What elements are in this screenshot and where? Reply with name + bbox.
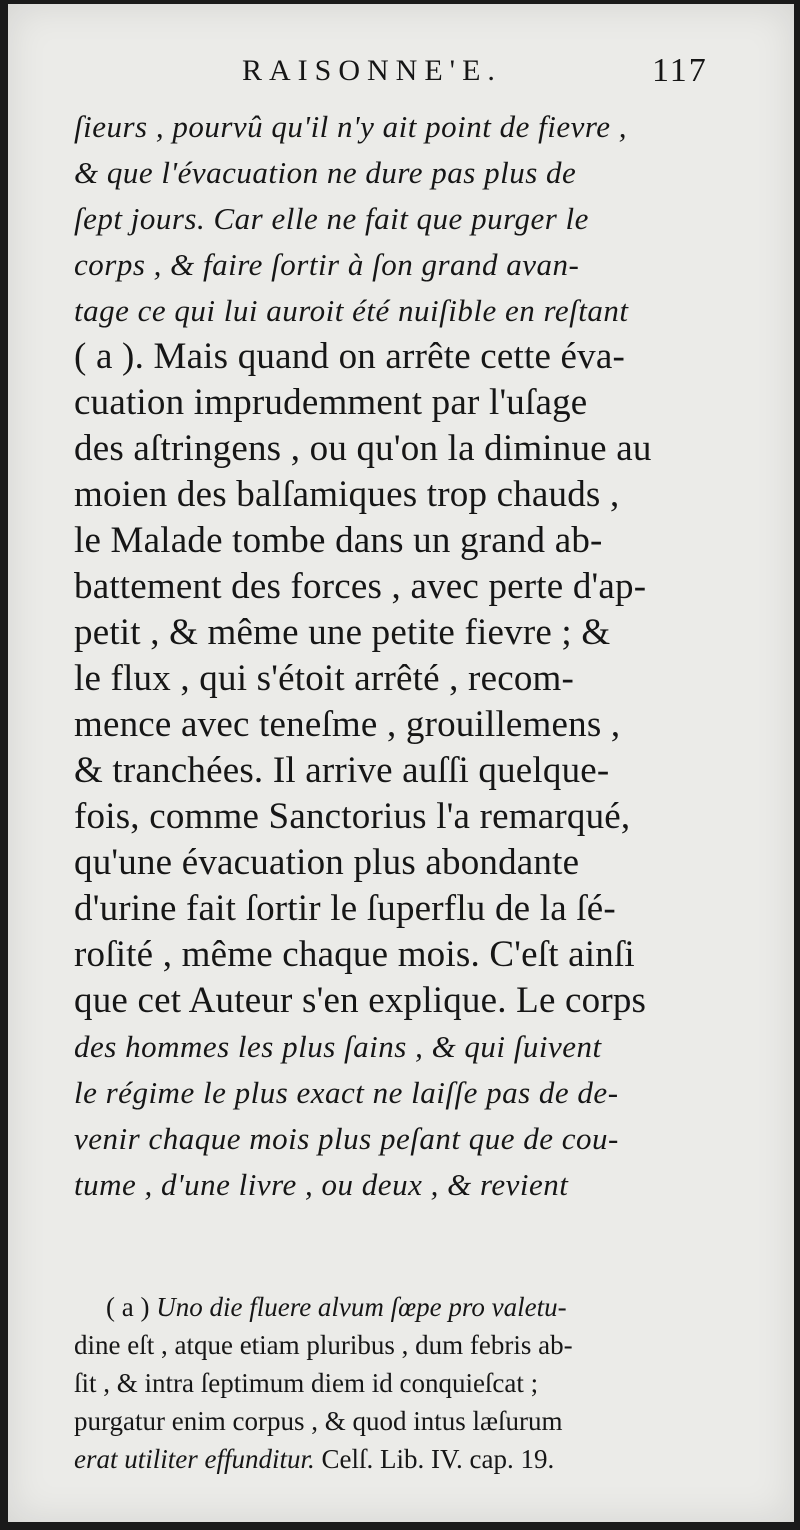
text-line: & que l'évacuation ne dure pas plus de bbox=[74, 155, 577, 190]
footnote-text: Uno die fluere alvum ſœpe pro valetu- bbox=[156, 1292, 567, 1322]
footnote-line: purgatur enim corpus , & quod intus læſurum bbox=[74, 1406, 563, 1436]
page-number: 117 bbox=[652, 52, 708, 89]
footnote-line bbox=[74, 1440, 746, 1478]
text-line: roſité , même chaque mois. C'eſt ainſi bbox=[74, 934, 635, 975]
text-line: tage ce qui lui auroit été nuiſible en reſtant bbox=[74, 293, 629, 328]
text-line: cuation imprudemment par l'uſage bbox=[74, 382, 588, 423]
text-line: le flux , qui s'étoit arrêté , recom- bbox=[74, 658, 575, 699]
text-line: des aſtringens , ou qu'on la diminue au bbox=[74, 428, 652, 469]
text-line: d'urine fait ſortir le ſuperflu de la ſé- bbox=[74, 888, 616, 929]
book-page bbox=[8, 4, 794, 1522]
text-line: petit , & même une petite fievre ; & bbox=[74, 612, 611, 653]
text-line: tume , d'une livre , ou deux , & revient bbox=[74, 1167, 569, 1202]
text-line: corps , & faire ſortir à ſon grand avan- bbox=[74, 247, 580, 282]
text-line: & tranchées. Il arrive auſſi quelque- bbox=[74, 750, 610, 791]
text-line: que cet Auteur s'en explique. Le corps bbox=[74, 980, 647, 1021]
text-line: fois, comme Sanctorius l'a remarqué, bbox=[74, 796, 631, 837]
footnote-line: dine eſt , atque etiam pluribus , dum febris ab- bbox=[74, 1330, 573, 1360]
text-line: moien des balſamiques trop chauds , bbox=[74, 474, 620, 515]
footnote-marker: ( a ) bbox=[106, 1292, 150, 1322]
footnote-source: Celſ. Lib. IV. cap. 19. bbox=[321, 1444, 555, 1474]
text-line: battement des forces , avec perte d'ap- bbox=[74, 566, 647, 607]
text-line: le régime le plus exact ne laiſſe pas de de- bbox=[74, 1075, 619, 1110]
text-line: qu'une évacuation plus abondante bbox=[74, 842, 580, 883]
text-line: ſieurs , pourvû qu'il n'y ait point de fievre , bbox=[74, 109, 628, 144]
footnote-line bbox=[106, 1288, 746, 1326]
text-line: mence avec teneſme , grouillemens , bbox=[74, 704, 621, 745]
text-line: le Malade tombe dans un grand ab- bbox=[74, 520, 603, 561]
text-line: venir chaque mois plus peſant que de cou- bbox=[74, 1121, 619, 1156]
text-line: ( a ). Mais quand on arrête cette éva- bbox=[74, 336, 626, 377]
text-line: ſept jours. Car elle ne fait que purger le bbox=[74, 201, 589, 236]
footnote-line: ſit , & intra ſeptimum diem id conquieſcat ; bbox=[74, 1368, 539, 1398]
footnote-text: erat utiliter effunditur. bbox=[74, 1444, 315, 1474]
text-line: des hommes les plus ſains , & qui ſuivent bbox=[74, 1029, 602, 1064]
running-head: RAISONNE'E. bbox=[242, 54, 502, 87]
